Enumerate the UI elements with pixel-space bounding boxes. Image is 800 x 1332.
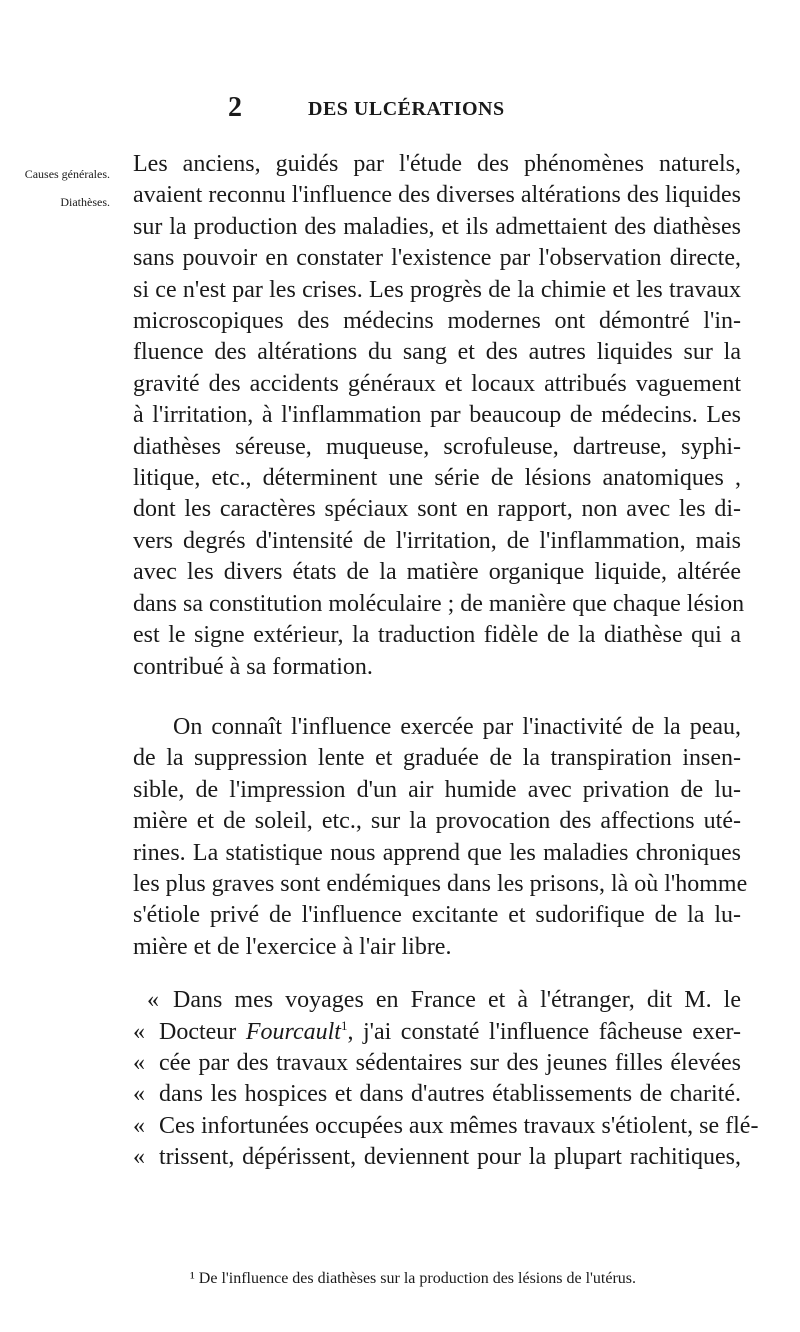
quote-line bbox=[133, 1142, 741, 1173]
margin-note-causes: Causes générales. bbox=[24, 167, 110, 181]
paragraph-3-quote bbox=[133, 985, 759, 1173]
text-line: sur la production des maladies, et ils admettaient des diathèses bbox=[133, 213, 741, 240]
quote-text: trissent, dépérissent, deviennent pour la plupart rachitiques, bbox=[159, 1144, 741, 1171]
text-line: vers degrés d'intensité de l'irritation, de l'inflammation, mais bbox=[133, 527, 741, 554]
quote-line bbox=[133, 1111, 759, 1142]
quote-text: Ces infortunées occupées aux mêmes travaux s'étiolent, se flé- bbox=[159, 1112, 759, 1139]
text-line: Les anciens, guidés par l'étude des phénomènes naturels, bbox=[133, 151, 741, 177]
text-line: avec les divers états de la matière organique liquide, altérée bbox=[133, 559, 741, 586]
quote-mark: « bbox=[147, 987, 159, 1014]
quote-line bbox=[133, 1079, 741, 1110]
text-line: à l'irritation, à l'inflammation par beaucoup de médecins. Les bbox=[133, 402, 741, 429]
author-name: Fourcault bbox=[245, 1018, 341, 1045]
page-header bbox=[0, 92, 800, 132]
paragraph-1 bbox=[133, 149, 745, 683]
footnote-ref[interactable]: 1 bbox=[340, 1017, 348, 1033]
text-line: contribué à sa formation. bbox=[133, 653, 373, 680]
quote-text: Docteur bbox=[159, 1018, 237, 1045]
text-line: est le signe extérieur, la traduction fidèle de la diathèse qui a bbox=[133, 622, 741, 649]
text-line: si ce n'est par les crises. Les progrès de la chimie et les travaux bbox=[133, 276, 741, 303]
paragraph-2 bbox=[133, 712, 748, 963]
quote-mark: « bbox=[133, 1081, 145, 1108]
quote-mark: « bbox=[133, 1144, 145, 1171]
text-line: diathèses séreuse, muqueuse, scrofuleuse, dartreuse, syphi- bbox=[133, 433, 741, 460]
body-text bbox=[133, 149, 759, 1174]
footnote bbox=[190, 1270, 636, 1288]
quote-mark: « bbox=[133, 1018, 145, 1045]
text-line: dans sa constitution moléculaire ; de manière que chaque lésion bbox=[133, 590, 745, 617]
quote-mark: « bbox=[133, 1049, 145, 1076]
quote-mark: « bbox=[133, 1112, 145, 1139]
text-line: avaient reconnu l'influence des diverses altérations des liquides bbox=[133, 182, 741, 209]
margin-note-diatheses: Diathèses. bbox=[60, 195, 110, 209]
footnote-marker: ¹ bbox=[190, 1270, 195, 1287]
text-line: gravité des accidents généraux et locaux attribués vaguement bbox=[133, 370, 741, 397]
quote-line bbox=[133, 1017, 741, 1048]
text-line: microscopiques des médecins modernes ont démontré l'in- bbox=[133, 308, 741, 335]
text-line: sible, de l'impression d'un air humide avec privation de lu- bbox=[133, 776, 741, 803]
text-line: rines. La statistique nous apprend que les maladies chroniques bbox=[133, 839, 741, 866]
quote-text: cée par des travaux sédentaires sur des jeunes filles élevées bbox=[159, 1049, 741, 1076]
quote-text: , j'ai constaté l'influence fâcheuse exer- bbox=[347, 1018, 742, 1045]
text-line: s'étiole privé de l'influence excitante et sudorifique de la lu- bbox=[133, 902, 741, 929]
quote-line bbox=[133, 985, 741, 1016]
text-line: les plus graves sont endémiques dans les prisons, là où l'homme bbox=[133, 870, 748, 897]
footnote-text: De l'influence des diathèses sur la production des lésions de l'utérus. bbox=[198, 1270, 637, 1287]
text-line: mière et de soleil, etc., sur la provocation des affections uté- bbox=[133, 808, 741, 835]
text-line: sans pouvoir en constater l'existence par l'observation directe, bbox=[133, 245, 741, 272]
text-line: On connaît l'influence exercée par l'inactivité de la peau, bbox=[173, 713, 741, 740]
text-line: de la suppression lente et graduée de la transpiration insen- bbox=[133, 745, 741, 772]
text-line: litique, etc., déterminent une série de lésions anatomiques , bbox=[133, 465, 741, 492]
quote-text: dans les hospices et dans d'autres établissements de charité. bbox=[159, 1081, 741, 1108]
text-line: mière et de l'exercice à l'air libre. bbox=[133, 933, 452, 960]
running-title: DES ULCÉRATIONS bbox=[308, 98, 505, 120]
quote-text: Dans mes voyages en France et à l'étranger, dit M. le bbox=[173, 987, 741, 1014]
text-line: fluence des altérations du sang et des autres liquides sur la bbox=[133, 339, 741, 366]
text-line: dont les caractères spéciaux sont en rapport, non avec les di- bbox=[133, 496, 741, 523]
quote-line bbox=[133, 1048, 741, 1079]
page-number: 2 bbox=[228, 92, 242, 123]
margin-notes bbox=[0, 160, 110, 216]
